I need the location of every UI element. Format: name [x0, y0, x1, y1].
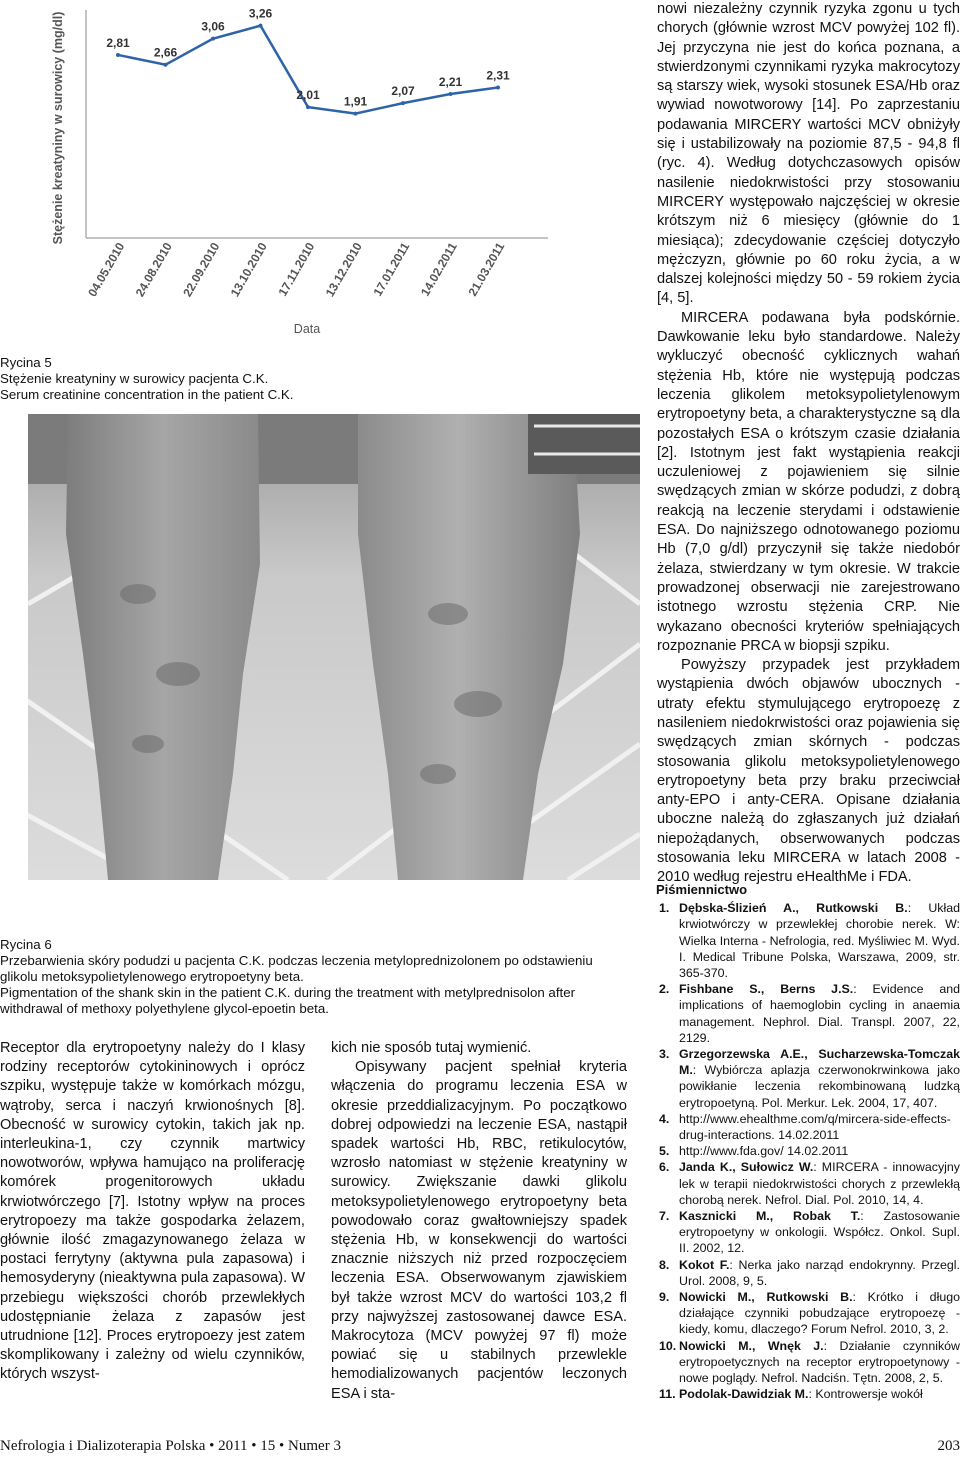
- references-list: [656, 900, 960, 1402]
- figure5-caption: [0, 355, 640, 403]
- data-point: [259, 24, 263, 28]
- reference-text: : Krótko i długo działające czynniki pobudzające erytropoezę - kiedy, komu, dlaczego? Forum Nefrol. 2010, 3, 2.: [679, 1290, 960, 1337]
- reference-authors: Kasznicki M., Robak T.: [679, 1209, 861, 1224]
- reference-number: 8.: [659, 1257, 670, 1272]
- figure5-label: Rycina 5: [0, 355, 52, 370]
- reference-text: : MIRCERA - innowacyjny lek w terapii niedokrwistości chorych z przewlekłą chorobą nerek. Nefrol. Dial. Pol. 2010, 14, 4.: [679, 1160, 960, 1207]
- right-text-column: [657, 0, 960, 888]
- reference-number: 1.: [659, 901, 670, 916]
- reference-number: 2.: [659, 982, 670, 997]
- reference-text: http://www.ehealthme.com/q/mircera-side-effects-drug-interactions. 14.02.2011: [679, 1111, 951, 1143]
- body-column-1: [0, 1039, 305, 1385]
- creatinine-chart: [28, 0, 638, 345]
- reference-authors: Nowicki M., Wnęk J.: [679, 1338, 824, 1353]
- skin-pigmentation-photo: [28, 414, 640, 880]
- y-axis-title: Stężenie kreatyniny w surowicy (mg/dl): [51, 11, 65, 245]
- reference-number: 11.: [659, 1387, 676, 1402]
- x-tick-label: 17.01.2011: [370, 240, 413, 299]
- data-point: [496, 86, 500, 90]
- reference-item: [656, 1386, 960, 1402]
- data-label: 3,06: [201, 19, 225, 34]
- col2-paragraph-2: Opisywany pacjent spełniał kryteria włączenia do programu leczenia ESA w okresie przeddializacyjnym. Po początkowo dobrej odpowiedzi na leczenie ESA, nastąpił spadek wartości Hb, RBC, retikulocytów, wzrosło natomiast w stężenie kreatyniny w surowicy. Zwiększanie dawki glikolu metoksypolietylenowego erytropoetyny beta powodowało coraz gwałtowniejszy spadek stężenia Hb, w konsekwencji do wartości znacznie niższych niż przed rozpoczęciem leczenia ESA. Obserwowanym zjawiskiem był także wzrost MCV do wartości 103,2 fl przy najwyższej zastosowanej dawce ESA. Makrocytoza (MCV powyżej 97 fl) może powiać się u stabilnych przewlekle hemodializowanych pacjentów leczonych ESA i sta-: [331, 1059, 627, 1402]
- reference-text: : Działanie czynników erytropoetycznych na receptor erytropoetynowy - nowe poglądy. Nefrol. Nadciśn. Tętn. 2008, 2, 5.: [679, 1338, 960, 1386]
- data-point: [354, 112, 358, 116]
- data-point: [306, 105, 310, 109]
- reference-text: : Wybiórcza aplazja czerwonokrwinkowa jako powikłanie leczenia rekombinowaną ludzką erytropoetyną. Pol. Merkur. Lek. 2004, 17, 407.: [679, 1063, 960, 1110]
- right-paragraph-1: nowi niezależny czynnik ryzyka zgonu u tych chorych (głównie wzrost MCV powyżej 102 fl). Jej przyczyna nie jest do końca poznana, a stwierdzonymi czynnikami ryzyka makrocytozy są starszy wiek, wysoki stosunek ESA/Hb oraz wywiad nowotworowy [14]. Po zaprzestaniu podawania MIRCERY wartości MCV obniżyły się i ustabilizowały na poziomie 87,5 - 94,8 fl (ryc. 4). Według dotychczasowych opisów nasilenie niedokrwistości przy stosowaniu MIRCERY występowało najczęściej w okresie krótszym niż 6 miesięcy (głównie do 1 miesiąca); zdecydowanie częściej dotyczyło mężczyzn, głównie po 60 roku życia, a w dalszej kolejności między 50 - 59 rokiem życia [4, 5].: [657, 1, 960, 307]
- x-tick-labels: [85, 240, 507, 299]
- data-label: 1,91: [343, 94, 368, 109]
- data-label: 2,01: [296, 88, 320, 103]
- reference-authors: Janda K., Sułowicz W.: [679, 1160, 814, 1175]
- reference-item: [656, 1257, 960, 1289]
- reference-number: 9.: [659, 1290, 670, 1305]
- reference-number: 5.: [659, 1144, 670, 1159]
- figure6-caption-en: Pigmentation of the shank skin in the patient C.K. during the treatment with metylprednisolon after withdrawal of methoxy polyethylene glycol-epoetin beta.: [0, 985, 576, 1016]
- x-tick-label: 22.09.2010: [180, 240, 223, 300]
- reference-authors: Fishbane S., Berns J.S.: [679, 982, 854, 997]
- data-point: [164, 63, 168, 67]
- x-tick-label: 24.08.2010: [132, 240, 175, 300]
- reference-text: : Nerka jako narząd endokrynny. Przegl. Urol. 2008, 9, 5.: [679, 1257, 960, 1288]
- data-label: 2,07: [391, 84, 415, 99]
- figure5-caption-pl: Stężenie kreatyniny w surowicy pacjenta C.K.: [0, 371, 269, 386]
- journal-footer: Nefrologia i Dializoterapia Polska • 2011 • 15 • Numer 3: [0, 1438, 341, 1454]
- reference-item: [656, 981, 960, 1046]
- reference-number: 4.: [659, 1111, 670, 1126]
- reference-item: [656, 1208, 960, 1257]
- reference-number: 3.: [659, 1047, 670, 1062]
- data-point: [211, 37, 215, 41]
- data-label: 2,81: [106, 35, 130, 50]
- reference-authors: Kokot F.: [679, 1257, 730, 1272]
- figure6-caption: [0, 937, 630, 1017]
- x-tick-label: 14.02.2011: [418, 240, 460, 299]
- reference-item: [656, 1338, 960, 1387]
- reference-text: : Zastosowanie erytropoetyny w onkologii. Współcz. Onkol. Supl. II. 2002, 12.: [679, 1209, 960, 1256]
- reference-authors: Dębska-Ślizień A., Rutkowski B.: [679, 901, 908, 916]
- reference-number: 10.: [659, 1338, 677, 1353]
- figure6-caption-pl: Przebarwienia skóry podudzi u pacjenta C.K. podczas leczenia metyloprednizolonem po odstawieniu glikolu metoksypolietylenowego erytropoetyny beta.: [0, 953, 593, 984]
- data-label: 2,21: [438, 75, 463, 90]
- reference-text: http://www.fda.gov/ 14.02.2011: [679, 1144, 849, 1159]
- data-label: 3,26: [248, 6, 273, 21]
- reference-text: : Układ krwiotwórczy w przewlekłej chorobie nerek. W: Wielka Interna - Nefrologia, red. Myśliwiec M. Wyd. I. Medical Tribune Polska, Warszawa, 2009, str. 365-370.: [679, 901, 960, 981]
- col1-paragraph-1: Receptor dla erytropoetyny należy do I klasy rodziny receptorów cytokininowych i oprócz szpiku, występuje także w komórkach mózgu, wątroby, serca i naczyń krwionośnych [8]. Obecność w surowicy cytokin, takich jak np. interleukina-1, czy czynnik martwicy nowotworów, wpływa hamująco na proliferację komórek progenitorowych układu krwiotwórczego [7]. Istotny wpływ na proces erytropoezy ma także gospodarka żelazem, głównie ilość zmagazynowanego żelaza w postaci ferrytyny (aktywna pula zapasowa) i hemosyderyny (nieaktywna pula zapasowa). W przebiegu większości chorób przewlekłych udostępnianie żelaza z zapasów jest utrudnione [12]. Proces erytropoezy jest zatem skomplikowany i zależny od wielu czynników, których wszyst-: [0, 1040, 305, 1383]
- figure6-label: Rycina 6: [0, 937, 52, 952]
- references-heading: Piśmiennictwo: [656, 882, 748, 897]
- x-tick-label: 13.10.2010: [227, 240, 270, 300]
- x-tick-label: 21.03.2011: [465, 240, 508, 299]
- data-label: 2,31: [486, 68, 510, 83]
- reference-authors: Podolak-Dawidziak M.: [679, 1387, 809, 1402]
- col2-paragraph-1: kich nie sposób tutaj wymienić.: [331, 1040, 532, 1056]
- reference-item[interactable]: [656, 1143, 960, 1159]
- reference-authors: Nowicki M., Rutkowski B.: [679, 1290, 853, 1305]
- body-column-2: [331, 1039, 627, 1404]
- references: [656, 882, 960, 1403]
- creatinine-chart-svg: [28, 0, 638, 345]
- reference-item[interactable]: [656, 1111, 960, 1143]
- x-axis-title: Data: [293, 322, 321, 336]
- data-point: [449, 92, 453, 96]
- x-tick-label: 17.11.2010: [275, 240, 318, 299]
- reference-item: [656, 900, 960, 981]
- x-tick-label: 04.05.2010: [85, 240, 128, 300]
- x-tick-label: 13.12.2010: [322, 240, 365, 300]
- data-point: [116, 53, 120, 57]
- reference-text: : Kontrowersje wokół: [808, 1387, 923, 1402]
- page-number: 203: [937, 1438, 960, 1454]
- right-paragraph-2: MIRCERA podawana była podskórnie. Dawkowanie leku było standardowe. Należy wykluczyć obecność cyklicznych wahań stężenia Hb, które nie występują podczas leczenia glikolem metoksypolietylenowym erytropoetyny beta, a charakterystyczne są dla pozostałych ESA o krótszym czasie działania [2]. Istotnym jest fakt wystąpienia reakcji uczuleniowej z pojawieniem się silnie swędzących zmian w skórze podudzi, z dobrą reakcją na leczenie sterydami i odstawienie ESA. Do najniższego odnotowanego poziomu Hb (7,0 g/dl) przyczynił się także niedobór żelaza, stwierdzany w tym okresie. W trakcie prowadzonej obserwacji nie zarejestrowano istotnego wzrostu stężenia CRP. Nie wykazano obecności kryteriów spełniających rozpoznanie PRCA w biopsji szpiku.: [657, 309, 960, 654]
- reference-text: : Evidence and implications of haemoglobin cycling in anaemia management. Nephrol. Dial. Transpl. 2007, 22, 2129.: [679, 982, 960, 1045]
- reference-number: 6.: [659, 1160, 670, 1175]
- reference-item: [656, 1289, 960, 1338]
- reference-authors: Grzegorzewska A.E., Sucharzewska-Tomczak M.: [679, 1047, 960, 1078]
- data-point: [401, 101, 405, 105]
- reference-number: 7.: [659, 1209, 670, 1224]
- reference-item: [656, 1046, 960, 1111]
- right-paragraph-3: Powyższy przypadek jest przykładem wystąpienia dwóch objawów ubocznych - utraty efektu stymulującego erytropoezę z nasileniem niedokrwistości oraz pojawienia się swędzących zmian skórnych - podczas stosowania glikolu metoksypolietylenowego erytropoetyny beta przy braku przeciwciał anty-EPO i anty-CERA. Opisane działania uboczne należą do zgłaszanych już działań niepożądanych, obserwowanych podczas stosowania leku MIRCERA w latach 2008 - 2010 według rejestru eHealthMe i FDA.: [657, 657, 960, 886]
- data-label: 2,66: [153, 45, 178, 60]
- legs-photo-illustration: [28, 414, 640, 880]
- figure5-caption-en: Serum creatinine concentration in the patient C.K.: [0, 387, 294, 402]
- reference-item: [656, 1159, 960, 1208]
